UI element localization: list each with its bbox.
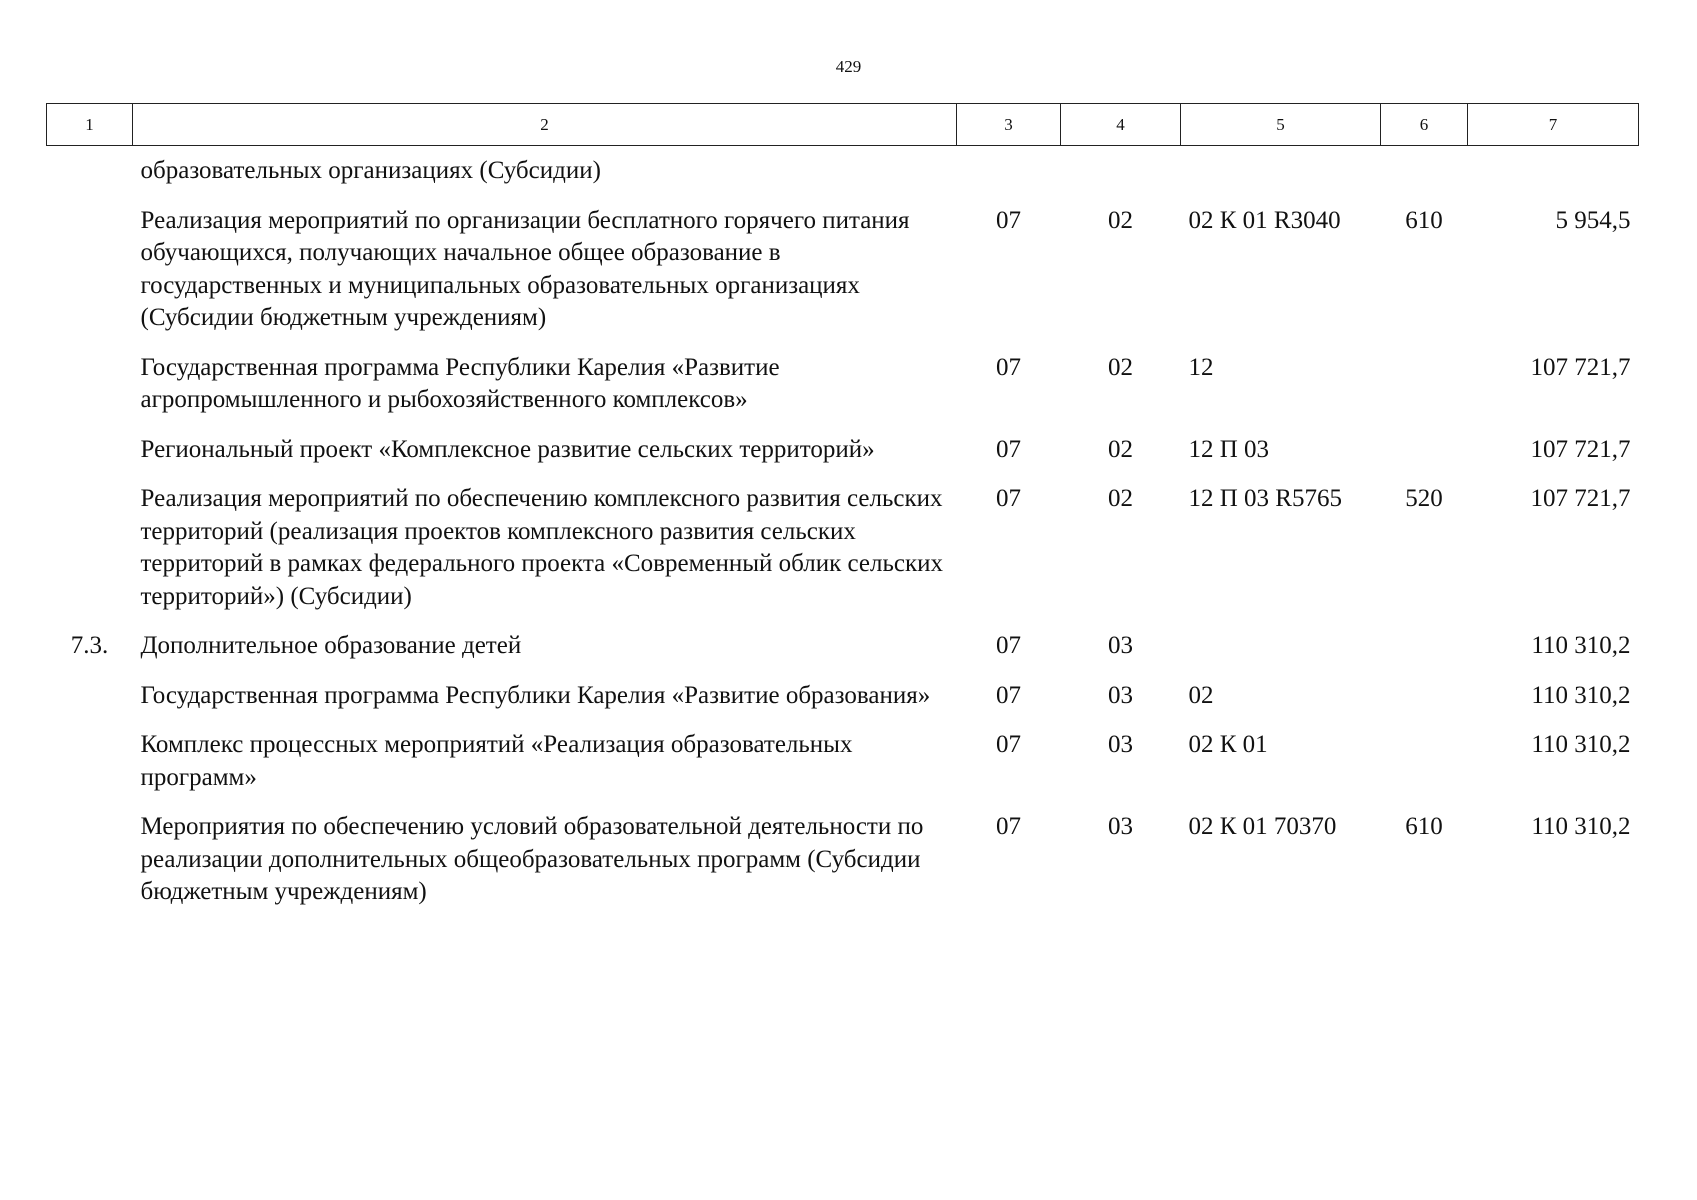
row-name: Дополнительное образование детей <box>140 632 522 659</box>
row-name: Реализация мероприятий по организации бесплатного горячего питания обучающихся, получающих начальное общее образование в государственных и муниципальных образовательных организациях (Субсидии бюджетным учреждениям) <box>140 206 910 331</box>
budget-table <box>46 103 1639 926</box>
table-header <box>47 104 1639 146</box>
row-target-code <box>1181 630 1381 680</box>
row-subsection <box>1061 146 1181 205</box>
row-section <box>957 146 1061 205</box>
row-expense-type <box>1381 146 1468 205</box>
row-subsection: 03 <box>1108 632 1133 659</box>
row-number <box>47 729 133 811</box>
row-expense-type: 610 <box>1405 206 1443 234</box>
row-section: 07 <box>996 813 1021 840</box>
row-name: образовательных организациях (Субсидии) <box>140 157 601 184</box>
column-header-2: 2 <box>133 104 957 146</box>
row-amount: 107 721,7 <box>1530 353 1631 381</box>
row-number <box>47 483 133 630</box>
row-expense-type <box>1381 630 1468 680</box>
row-subsection: 02 <box>1108 435 1133 463</box>
row-section: 07 <box>996 206 1021 234</box>
row-section: 07 <box>996 435 1021 463</box>
row-expense-type <box>1381 352 1468 434</box>
row-amount: 110 310,2 <box>1531 632 1631 659</box>
row-number: 7.3. <box>70 632 109 659</box>
row-amount: 107 721,7 <box>1530 435 1631 463</box>
column-header-1: 1 <box>47 104 133 146</box>
row-expense-type <box>1381 434 1468 484</box>
row-target-code: 12 П 03 <box>1188 435 1270 463</box>
header-row <box>47 104 1639 146</box>
row-target-code: 12 П 03 R5765 <box>1188 485 1342 512</box>
row-name: Государственная программа Республики Карелия «Развитие образования» <box>140 681 931 709</box>
row-expense-type: 520 <box>1405 485 1443 512</box>
row-target-code: 12 <box>1188 353 1214 381</box>
table-row <box>47 146 1639 205</box>
table-row <box>47 483 1639 630</box>
row-target-code <box>1181 146 1381 205</box>
column-header-5: 5 <box>1181 104 1381 146</box>
row-subsection: 02 <box>1108 485 1133 512</box>
row-target-code: 02 К 01 <box>1188 731 1268 758</box>
table-row <box>47 352 1639 434</box>
row-section: 07 <box>996 485 1021 512</box>
table-row <box>47 630 1639 680</box>
table-row <box>47 680 1639 730</box>
row-subsection: 02 <box>1108 206 1133 234</box>
row-target-code: 02 К 01 R3040 <box>1188 206 1341 234</box>
row-name: Реализация мероприятий по обеспечению комплексного развития сельских территорий (реализация проектов комплексного развития сельских территорий в рамках федерального проекта «Современный облик сельских территорий») (Субсидии) <box>140 485 944 610</box>
row-expense-type: 610 <box>1405 813 1443 840</box>
row-expense-type <box>1381 680 1468 730</box>
table-row <box>47 434 1639 484</box>
row-name: Комплекс процессных мероприятий «Реализация образовательных программ» <box>140 731 853 791</box>
row-name: Государственная программа Республики Карелия «Развитие агропромышленного и рыбохозяйственного комплексов» <box>140 353 780 413</box>
row-target-code: 02 К 01 70370 <box>1188 813 1337 840</box>
row-name: Региональный проект «Комплексное развитие сельских территорий» <box>140 435 875 463</box>
row-subsection: 03 <box>1108 813 1133 840</box>
row-section: 07 <box>996 353 1021 381</box>
row-section: 07 <box>996 731 1021 758</box>
page-number: 429 <box>835 57 862 76</box>
column-header-7: 7 <box>1468 104 1639 146</box>
row-subsection: 02 <box>1108 353 1133 381</box>
row-amount: 110 310,2 <box>1531 731 1631 758</box>
column-header-3: 3 <box>957 104 1061 146</box>
row-number <box>47 811 133 926</box>
row-amount: 110 310,2 <box>1531 813 1631 840</box>
row-subsection: 03 <box>1108 731 1133 758</box>
table-row <box>47 729 1639 811</box>
row-number <box>47 146 133 205</box>
row-expense-type <box>1381 729 1468 811</box>
row-number <box>47 205 133 352</box>
row-section: 07 <box>996 681 1021 709</box>
row-amount <box>1468 146 1639 205</box>
column-header-4: 4 <box>1061 104 1181 146</box>
row-name: Мероприятия по обеспечению условий образовательной деятельности по реализации дополнительных общеобразовательных программ (Субсидии бюджетным учреждениям) <box>140 813 924 905</box>
row-number <box>47 680 133 730</box>
table-row <box>47 811 1639 926</box>
row-number <box>47 352 133 434</box>
row-subsection: 03 <box>1108 681 1133 709</box>
table-row <box>47 205 1639 352</box>
row-number <box>47 434 133 484</box>
row-amount: 110 310,2 <box>1531 681 1631 709</box>
row-amount: 5 954,5 <box>1555 206 1631 234</box>
column-header-6: 6 <box>1381 104 1468 146</box>
row-section: 07 <box>996 632 1021 659</box>
row-target-code: 02 <box>1188 681 1214 709</box>
row-amount: 107 721,7 <box>1530 485 1631 512</box>
table-body <box>47 146 1639 926</box>
